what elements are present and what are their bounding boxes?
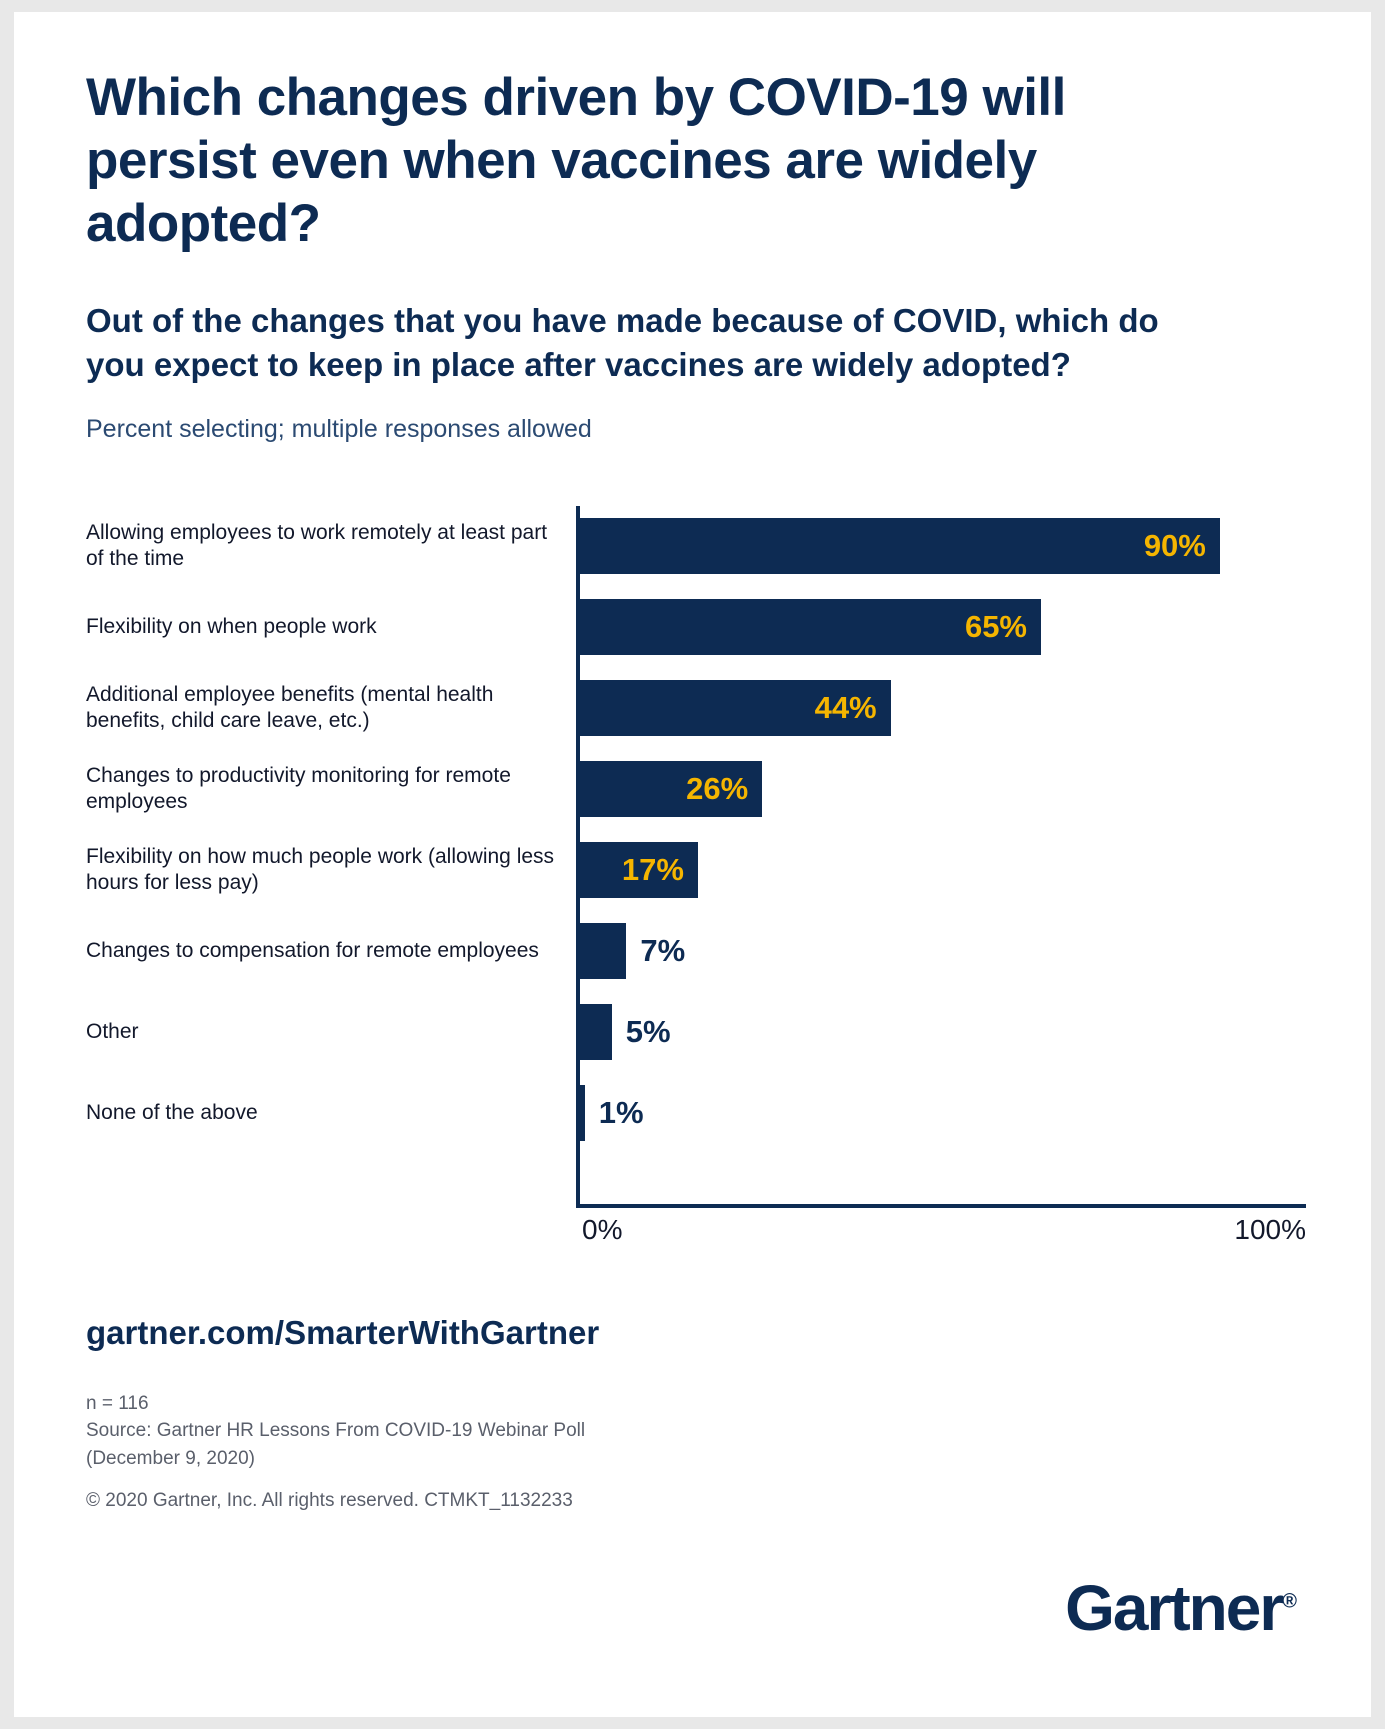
- chart-row: [86, 830, 1306, 911]
- chart-row: [86, 1073, 1306, 1154]
- chart-bar: [576, 761, 762, 817]
- chart-bar-area: [576, 506, 1306, 587]
- chart-row: [86, 992, 1306, 1073]
- chart-category-label: Other: [86, 1020, 139, 1043]
- source-line: Source: Gartner HR Lessons From COVID-19 Webinar Poll: [86, 1420, 586, 1442]
- chart-bar: [576, 1004, 612, 1060]
- chart-value-label: 26%: [686, 771, 749, 807]
- chart-bar-area: [576, 911, 1306, 992]
- gartner-logo-text: Gartner: [1065, 1572, 1283, 1644]
- axis-tick-max: 100%: [1234, 1213, 1306, 1245]
- chart-row: [86, 911, 1306, 992]
- footer-notes: [86, 1390, 1306, 1514]
- chart-category-label: Changes to compensation for remote employees: [86, 939, 539, 962]
- chart-bar-area: [576, 668, 1306, 749]
- chart-category-label: Flexibility on when people work: [86, 615, 377, 638]
- copyright-line: © 2020 Gartner, Inc. All rights reserved. CTMKT_1132233: [86, 1489, 573, 1511]
- chart-bar: [576, 1085, 585, 1141]
- page-title: Which changes driven by COVID-19 will persist even when vaccines are widely adopted?: [86, 68, 1066, 254]
- chart-value-label: 17%: [621, 852, 684, 888]
- chart-bar-area: [576, 1073, 1306, 1154]
- chart-bar-area: [576, 749, 1306, 830]
- infographic-page: [14, 12, 1371, 1717]
- content-container: [86, 66, 1306, 1514]
- chart-value-label: 44%: [814, 690, 877, 726]
- chart-row: [86, 506, 1306, 587]
- chart-category-label: Changes to productivity monitoring for remote employees: [86, 763, 511, 814]
- chart-bar-area: [576, 830, 1306, 911]
- chart-bar: [576, 599, 1041, 655]
- gartner-logo: [1065, 1571, 1297, 1645]
- chart-category-label: Flexibility on how much people work (allowing less hours for less pay): [86, 844, 555, 895]
- axis-tick-min: 0%: [582, 1213, 623, 1245]
- chart-bar-area: [576, 587, 1306, 668]
- chart-axis-labels: [576, 1214, 1306, 1254]
- chart-category-label: Allowing employees to work remotely at least part of the time: [86, 520, 548, 571]
- chart-value-label: 5%: [625, 1014, 671, 1050]
- chart-x-axis-line: [576, 1204, 1306, 1208]
- chart-bar: [576, 923, 626, 979]
- registered-trademark-icon: ®: [1282, 1590, 1297, 1613]
- chart-bar: [576, 680, 891, 736]
- chart-category-label: None of the above: [86, 1101, 258, 1124]
- page-subtitle: Out of the changes that you have made because of COVID, which do you expect to keep in place after vaccines are widely adopted?: [86, 302, 1159, 384]
- chart-row: [86, 587, 1306, 668]
- chart-value-label: 7%: [640, 933, 686, 969]
- sample-size: n = 116: [86, 1392, 149, 1414]
- chart-value-label: 65%: [964, 609, 1027, 645]
- chart-bar-area: [576, 992, 1306, 1073]
- source-date: (December 9, 2020): [86, 1448, 255, 1470]
- chart-row: [86, 668, 1306, 749]
- chart-value-label: 90%: [1143, 528, 1206, 564]
- chart-note: Percent selecting; multiple responses allowed: [86, 414, 592, 443]
- chart-bar: [576, 518, 1220, 574]
- website-url[interactable]: gartner.com/SmarterWithGartner: [86, 1313, 600, 1351]
- chart-bar: [576, 842, 698, 898]
- chart-rows: [86, 506, 1306, 1154]
- chart-category-label: Additional employee benefits (mental health benefits, child care leave, etc.): [86, 682, 494, 733]
- chart-value-label: 1%: [598, 1095, 644, 1131]
- bar-chart: [86, 506, 1306, 1245]
- chart-row: [86, 749, 1306, 830]
